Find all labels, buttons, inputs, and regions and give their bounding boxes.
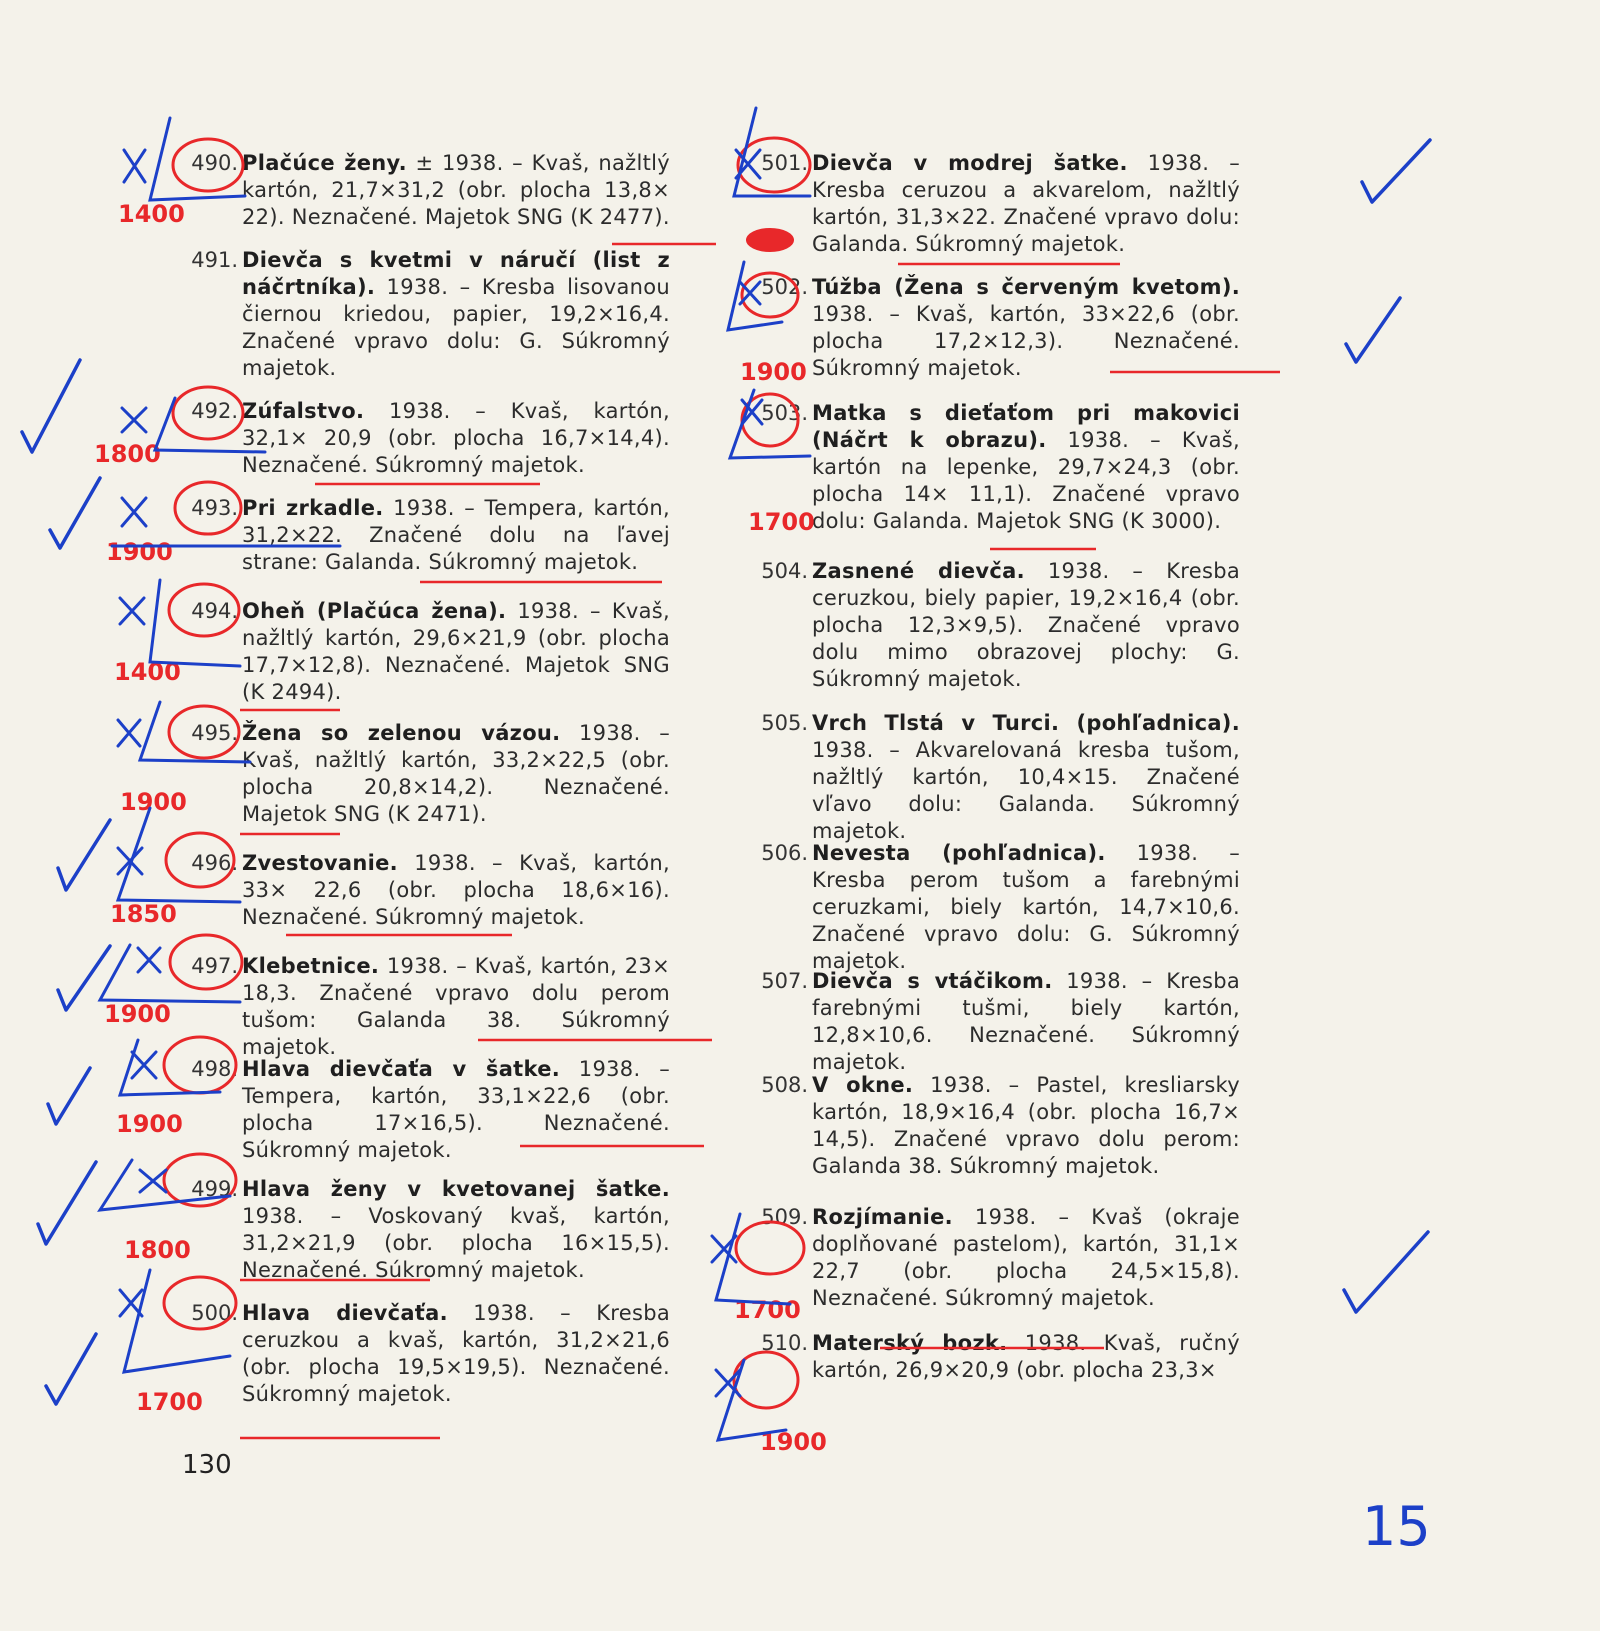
entry-title: Žena so zelenou vázou. [242,721,561,745]
red-circle [173,387,243,439]
entry-body: 1938. – Kvaš, kartón, 33× 22,6 (obr. plocha 18,6×16). Neznačené. Súkromný majetok. [242,851,670,929]
entry-number: 501. [761,151,808,175]
handwritten-page-mark: 15 [1362,1495,1431,1558]
price-note-499: 1800 [124,1236,191,1264]
blue-arrow [140,702,250,762]
entry-number: 498. [191,1057,238,1081]
price-note-490: 1400 [118,200,185,228]
red-circle [164,1277,236,1329]
entry-title: Hlava dievčaťa v šatke. [242,1057,561,1081]
entry-body: 1938. – Kresba ceruzou a akvarelom, nažltlý kartón, 31,3×22. Značené vpravo dolu: Galanda. Súkromný majetok. [812,151,1241,256]
entry-title: Rozjímanie. [812,1205,953,1229]
entry-number: 500. [191,1301,238,1325]
entry-number: 502. [761,275,808,299]
entry-title: Plačúce ženy. [242,151,407,175]
entry-number: 495. [191,721,238,745]
entry-body: 1938. – Kvaš, nažltlý kartón, 29,6×21,9 (obr. plocha 17,7×12,8). Neznačené. Majetok SNG (K 2494). [242,599,670,704]
entry-number: 507. [761,969,808,993]
price-note-494: 1400 [114,658,181,686]
entry-title: Pri zrkadle. [242,496,384,520]
blue-arrow [150,580,240,666]
blue-check-marks [22,140,1430,1404]
entry-number: 493. [191,496,238,520]
check-mark-icon [1346,298,1400,362]
entry-body: 1938. – Kvaš, kartón, 23× 18,3. Značené vpravo dolu perom tušom: Galanda 38. Súkromný majetok. [242,954,670,1059]
entry-number: 509. [761,1205,808,1229]
entry-body: ± 1938. – Kvaš, nažltlý kartón, 21,7×31,2 (obr. plocha 13,8× 22). Neznačené. Majetok SNG (K 2477). [242,151,670,229]
price-note-492: 1800 [94,440,161,468]
entry-number: 497. [191,954,238,978]
red-circle [164,1037,236,1093]
entry-number: 491. [191,248,238,272]
red-circle [166,833,234,887]
entry-body: 1938. – Kvaš, kartón, 32,1× 20,9 (obr. plocha 16,7×14,4). Neznačené. Súkromný majetok. [242,399,670,477]
red-circle [736,1222,804,1274]
entry-number: 506. [761,841,808,865]
blue-arrow [124,1270,230,1372]
check-mark-icon [1362,140,1430,202]
price-note-510: 1900 [760,1428,827,1456]
red-circle [169,706,239,758]
entry-body: 1938. – Kvaš, kartón, 33×22,6 (obr. plocha 17,2×12,3). Neznačené. Súkromný majetok. [812,302,1240,380]
blue-cross [124,150,145,182]
red-scribble [746,228,794,252]
blue-cross [138,948,160,972]
entry-number: 494. [191,599,238,623]
entry-title: Dievča v modrej šatke. [812,151,1128,175]
blue-arrow [716,1214,790,1304]
blue-cross [118,720,140,746]
entry-title: Hlava ženy v kvetovanej šatke. [242,1177,670,1201]
entry-number: 499. [191,1177,238,1201]
check-mark-icon [22,360,80,452]
blue-cross [122,408,146,432]
entry-title: Túžba (Žena s červeným kvetom). [812,275,1240,299]
entry-title: Zasnené dievča. [812,559,1025,583]
blue-marks [100,108,810,1440]
entry-body: 1938. – Pastel, kresliarsky kartón, 18,9×16,4 (obr. plocha 16,7× 14,5). Značené vpravo dolu perom: Galanda 38. Súkromný majetok. [812,1073,1240,1178]
entry-body: 1938. – Akvarelovaná kresba tušom, nažltlý kartón, 10,4×15. Značené vľavo dolu: Galanda. Súkromný majetok. [812,738,1240,843]
entry-number: 504. [761,559,808,583]
entry-body: 1938. – Tempera, kartón, 33,1×22,6 (obr. plocha 17×16,5). Neznačené. Súkromný majetok. [242,1057,670,1162]
red-circle [170,935,242,989]
price-note-496: 1850 [110,900,177,928]
blue-cross [120,598,144,624]
check-mark-icon [1344,1232,1428,1312]
red-circle [173,139,243,191]
entry-body: 1938. – Tempera, kartón, 31,2×22. Značené dolu na ľavej strane: Galanda. Súkromný majetok. [242,496,670,574]
price-note-503: 1700 [748,508,815,536]
check-mark-icon [48,1068,90,1124]
entry-title: V okne. [812,1073,914,1097]
entry-title: Zvestovanie. [242,851,398,875]
price-note-509: 1700 [734,1296,801,1324]
price-note-500: 1700 [136,1388,203,1416]
entry-body: 1938. – Kresba perom tušom a farebnými ceruzkami, biely kartón, 14,7×10,6. Značené vpravo dolu: G. Súkromný majetok. [812,841,1240,973]
entry-number: 492. [191,399,238,423]
blue-arrow [100,945,240,1002]
entry-title: Oheň (Plačúca žena). [242,599,507,623]
check-mark-icon [50,478,100,548]
entry-title: Nevesta (pohľadnica). [812,841,1106,865]
red-scribble-blot [746,228,794,252]
entry-body: 1938. – Kresba ceruzkou a kvaš, kartón, 31,2×21,6 (obr. plocha 19,5×19,5). Neznačené. Súkromný majetok. [242,1301,670,1406]
red-circles [164,138,810,1408]
entry-title: Matka s dieťaťom pri makovici (Náčrt k obrazu). [812,401,1240,452]
entry-body: 1938. Kvaš, ručný kartón, 26,9×20,9 (obr. plocha 23,3× [812,1331,1240,1382]
entry-number: 508. [761,1073,808,1097]
entry-title: Dievča s kvetmi v náručí (list z náčrtníka). [242,248,670,299]
entry-body: 1938. – Kvaš, nažltlý kartón, 33,2×22,5 (obr. plocha 20,8×14,2). Neznačené. Majetok SNG (K 2471). [242,721,670,826]
entry-number: 505. [761,711,808,735]
entry-body: 1938. – Kvaš, kartón na lepenke, 29,7×24,3 (obr. plocha 14× 11,1). Značené vpravo dolu: Galanda. Majetok SNG (K 3000). [812,428,1240,533]
price-note-498: 1900 [116,1110,183,1138]
red-circle [169,584,239,636]
price-note-502: 1900 [740,358,807,386]
entry-title: Zúfalstvo. [242,399,365,423]
entry-body: 1938. – Kresba ceruzkou, biely papier, 19,2×16,4 (obr. plocha 12,3×9,5). Značené vpravo dolu mimo obrazovej plochy: G. Súkromný majetok. [812,559,1240,691]
check-mark-icon [58,820,110,890]
blue-arrow [155,398,265,452]
entry-number: 496. [191,851,238,875]
blue-cross [132,1052,156,1078]
entry-body: 1938. – Voskovaný kvaš, kartón, 31,2×21,9 (obr. plocha 16×15,5). Neznačené. Súkromný majetok. [242,1204,670,1282]
entry-body: 1938. – Kresba farebnými tušmi, biely kartón, 12,8×10,6. Neznačené. Súkromný majetok. [812,969,1240,1074]
entry-number: 503. [761,401,808,425]
entry-title: Dievča s vtáčikom. [812,969,1053,993]
entry-title: Hlava dievčaťa. [242,1301,448,1325]
price-note-495: 1900 [120,788,187,816]
entry-number: 510. [761,1331,808,1355]
blue-arrow [150,118,245,200]
entry-body: 1938. – Kresba lisovanou čiernou kriedou, papier, 19,2×16,4. Značené vpravo dolu: G. Súkromný majetok. [242,275,670,380]
check-mark-icon [38,1162,96,1244]
entry-body: 1938. – Kvaš (okraje doplňované pastelom), kartón, 31,1× 22,7 (obr. plocha 24,5×15,8). Neznačené. Súkromný majetok. [812,1205,1240,1310]
price-note-497: 1900 [104,1000,171,1028]
entry-number: 490. [191,151,238,175]
entry-title: Materský bozk. [812,1331,1008,1355]
entry-title: Klebetnice. [242,954,380,978]
check-mark-icon [46,1334,96,1404]
blue-cross [122,498,146,526]
page-number: 130 [182,1450,232,1480]
blue-cross [140,1170,166,1192]
price-note-493: 1900 [106,538,173,566]
entry-title: Vrch Tlstá v Turci. (pohľadnica). [812,711,1240,735]
red-circle [175,482,241,534]
